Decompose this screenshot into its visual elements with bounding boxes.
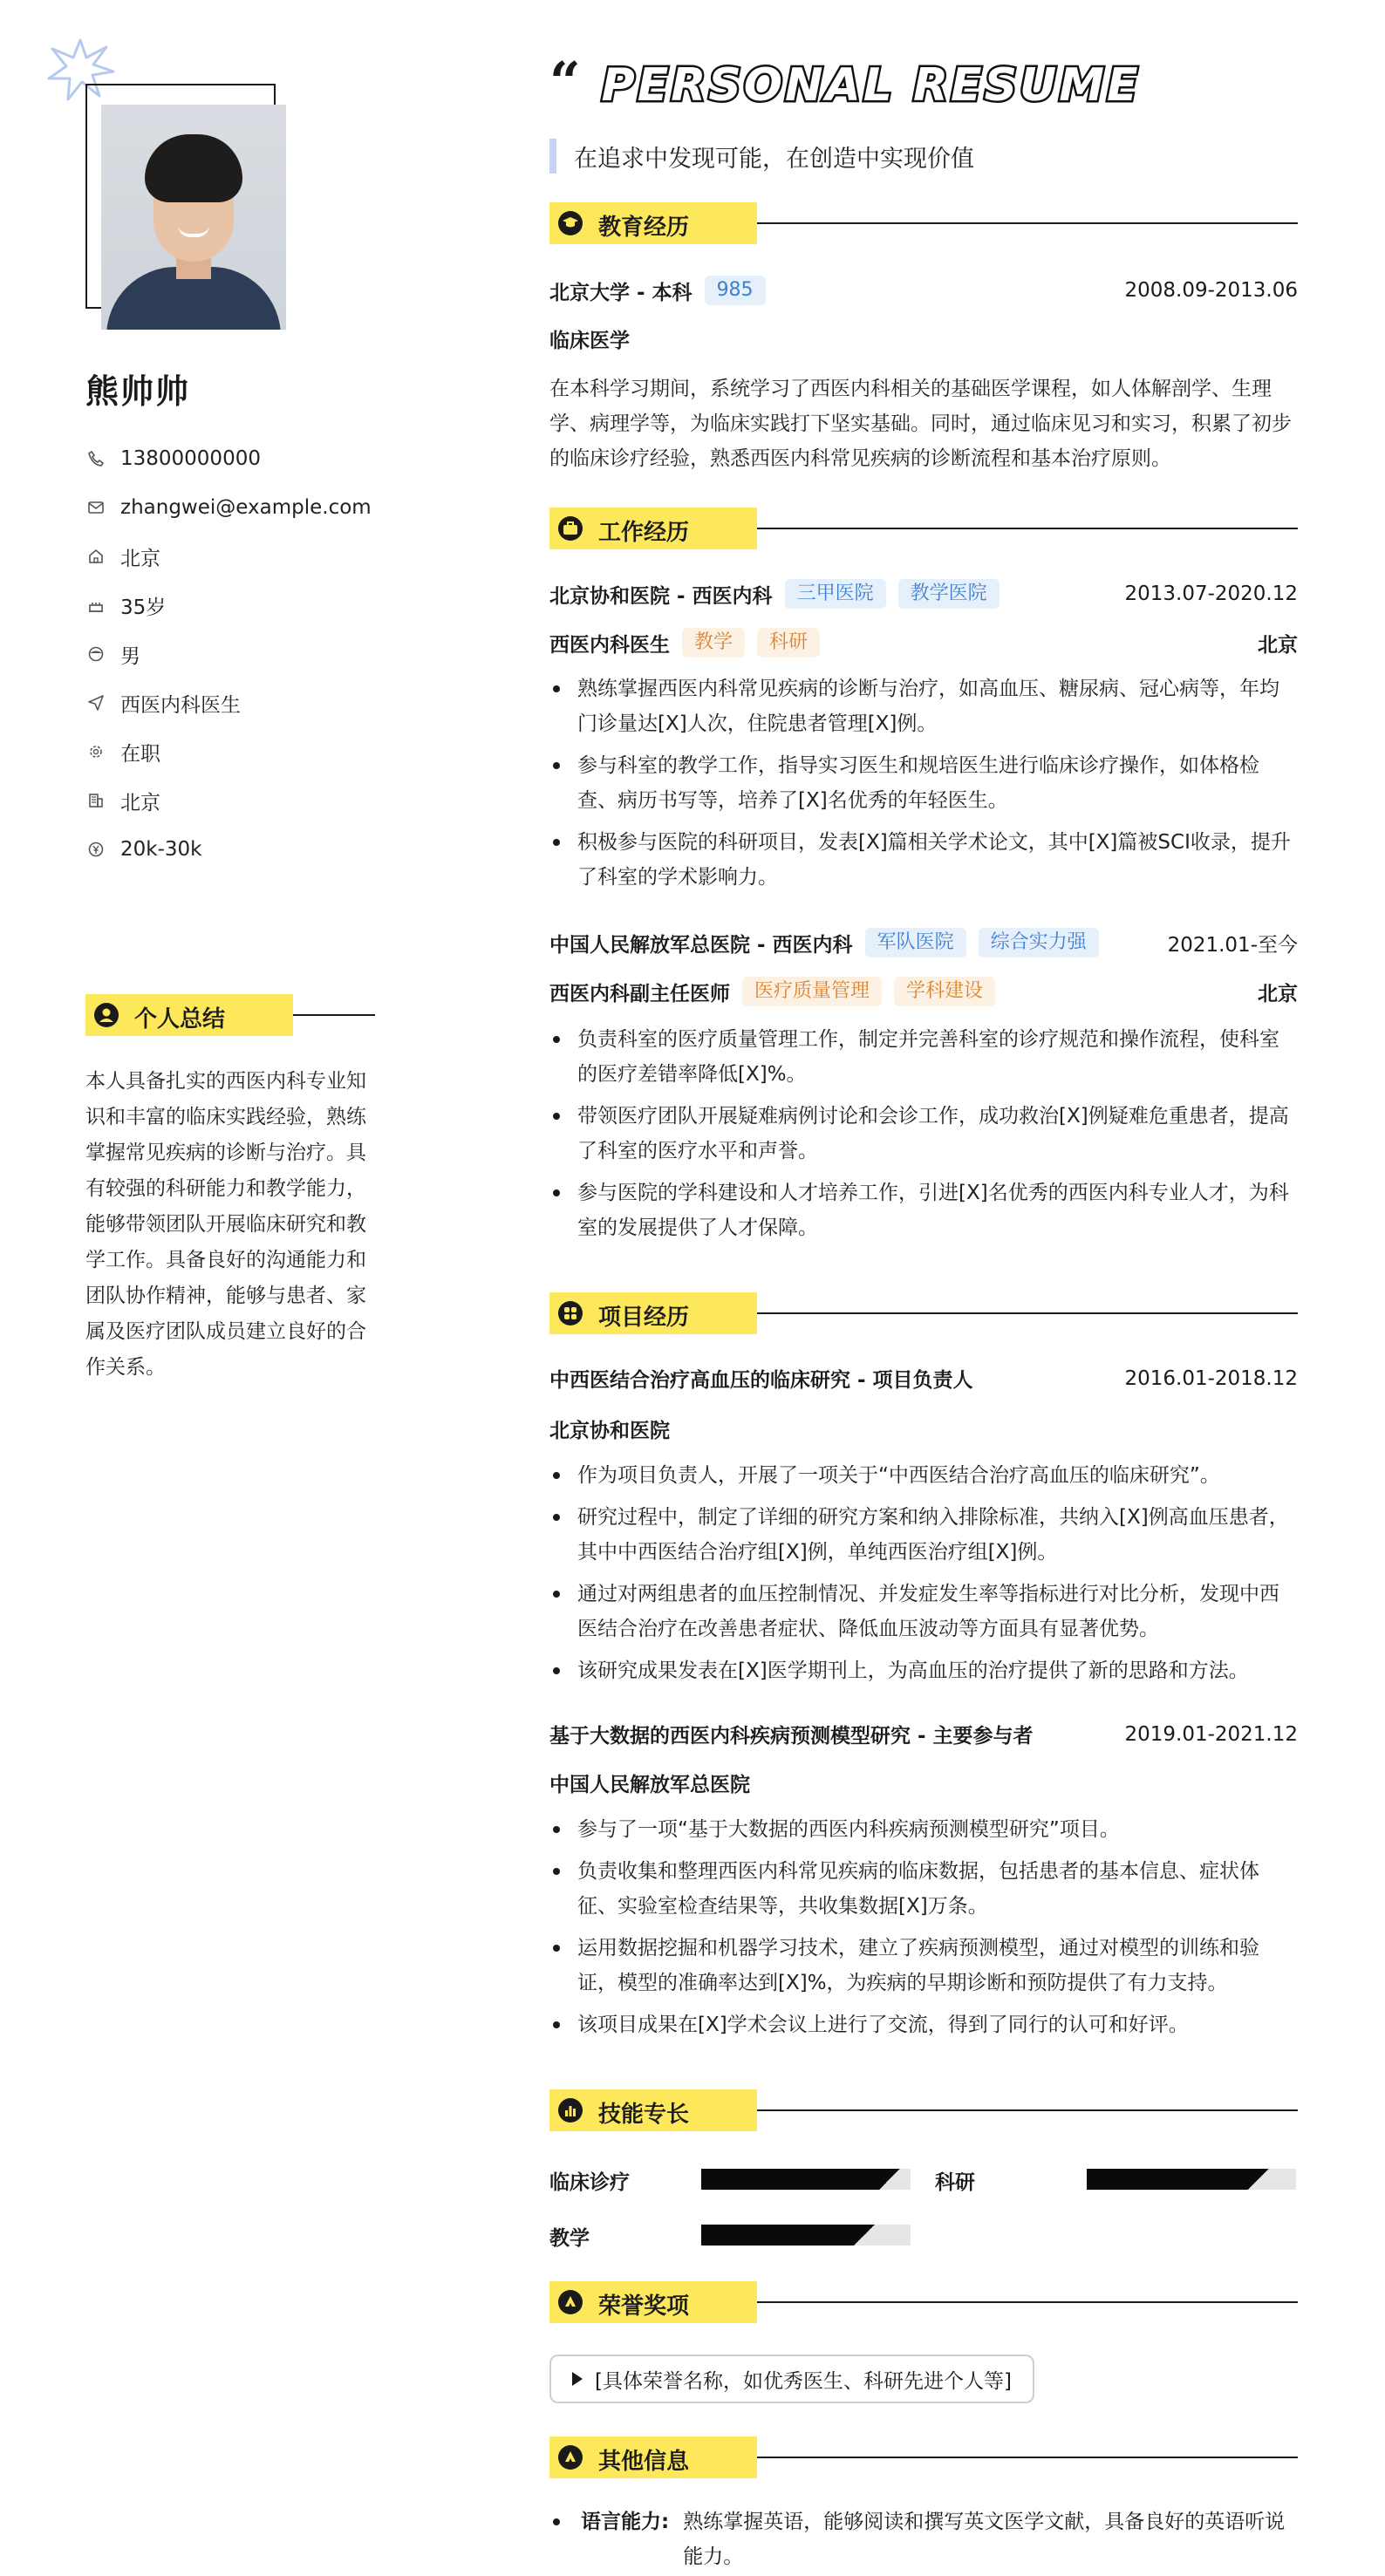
building-icon (85, 790, 106, 811)
project-1-period: 2016.01-2018.12 (1124, 1366, 1298, 1390)
job-2-bullets (549, 1022, 1298, 1252)
list-item: 负责收集和整理西医内科常见疾病的临床数据，包括患者的基本信息、症状体征、实验室检查结果等，共收集数据[X]万条。 (549, 1854, 1298, 1924)
education-major: 临床医学 (549, 330, 630, 352)
target-city-text: 北京 (120, 791, 160, 814)
gender-text: 男 (120, 644, 140, 668)
job-1-city: 北京 (1258, 633, 1298, 657)
work-section-header (549, 508, 1298, 549)
avatar (101, 105, 286, 330)
age-text: 35岁 (120, 596, 167, 619)
projects-section-header (549, 1292, 1298, 1334)
status-text: 在职 (120, 742, 160, 766)
list-item: 积极参与医院的科研项目，发表[X]篇相关学术论文，其中[X]篇被SCI收录，提升了科室的学术影响力。 (549, 825, 1298, 895)
contact-info-list (85, 434, 382, 874)
status-item (85, 727, 382, 776)
user-icon (94, 1003, 119, 1027)
location-item (85, 532, 382, 581)
phone-item (85, 434, 382, 483)
education-header-row (549, 276, 1298, 305)
job-2-header-row (549, 928, 1298, 957)
yen-icon (85, 839, 106, 860)
list-item: 该项目成果在[X]学术会议上进行了交流，得到了同行的认可和好评。 (549, 2007, 1298, 2042)
skill-name: 教学 (549, 2227, 590, 2250)
award-icon (558, 2290, 583, 2314)
honors-section-header (549, 2281, 1298, 2323)
project-2-header-row (549, 1720, 1298, 1748)
list-item: 负责科室的医疗质量管理工作，制定并完善科室的诊疗规范和操作流程，使科室的医疗差错率降低[X]%。 (549, 1022, 1298, 1092)
cake-icon (85, 595, 106, 616)
other-text: 熟练掌握英语，能够阅读和撰写英文医学文献，具备良好的英语听说能力。 (683, 2511, 1286, 2568)
project-1-name: 中西医结合治疗高血压的临床研究 - 项目负责人 (549, 1369, 973, 1392)
education-title: 教育经历 (598, 215, 690, 241)
position-text: 西医内科医生 (120, 693, 241, 717)
target-city-item (85, 776, 382, 825)
summary-section-header (85, 994, 375, 1036)
mail-icon (85, 497, 106, 518)
person-icon (85, 644, 106, 664)
job-1-bullets (549, 671, 1298, 902)
list-item: 熟练掌握西医内科常见疾病的诊断与治疗，如高血压、糖尿病、冠心病等，年均门诊量达[X]人次，住院患者管理[X]例。 (549, 671, 1298, 741)
skill-name: 科研 (935, 2171, 975, 2194)
list-item: 研究过程中，制定了详细的研究方案和纳入排除标准，共纳入[X]例高血压患者，其中中西医结合治疗组[X]例，单纯西医治疗组[X]例。 (549, 1500, 1298, 1570)
other-title: 其他信息 (598, 2449, 690, 2475)
other-info-item (549, 2504, 1298, 2574)
work-title: 工作经历 (598, 520, 690, 546)
project-2-org: 中国人民解放军总医院 (549, 1774, 750, 1796)
job-1-role-tag-1: 教学 (682, 628, 745, 658)
job-2-role-row (549, 977, 1298, 1006)
job-1-role-row (549, 628, 1298, 658)
quote-icon: “ (549, 50, 581, 113)
grid-icon (558, 1301, 583, 1325)
gender-item (85, 630, 382, 678)
honor-text: [具体荣誉名称，如优秀医生、科研先进个人等] (595, 2369, 1012, 2393)
info-icon (558, 2445, 583, 2470)
job-1-role: 西医内科医生 (549, 633, 670, 657)
motto (549, 138, 974, 174)
other-label: 语言能力: (581, 2511, 670, 2533)
project-2-name: 基于大数据的西医内科疾病预测模型研究 - 主要参与者 (549, 1725, 1034, 1748)
profile-name: 熊帅帅 (85, 372, 191, 411)
job-1-period: 2013.07-2020.12 (1124, 583, 1298, 605)
job-2-tag-2: 综合实力强 (979, 928, 1099, 957)
list-item: 带领医疗团队开展疑难病例讨论和会诊工作，成功救治[X]例疑难危重患者，提高了科室的医疗水平和声誉。 (549, 1099, 1298, 1169)
list-item: 该研究成果发表在[X]医学期刊上，为高血压的治疗提供了新的思路和方法。 (549, 1653, 1298, 1688)
job-2-period: 2021.01-至今 (1167, 933, 1298, 957)
job-1-header-row (549, 579, 1298, 609)
summary-text: 本人具备扎实的西医内科专业知识和丰富的临床实践经验，熟练掌握常见疾病的诊断与治疗。具有较强的科研能力和教学能力，能够带领团队开展临床研究和教学工作。具备良好的沟通能力和团队协作精神，能够与患者、家属及医疗团队成员建立良好的合作关系。 (85, 1070, 366, 1379)
job-1-tag-2: 教学医院 (898, 579, 1000, 609)
project-1-org: 北京协和医院 (549, 1420, 670, 1442)
project-1-org-row (549, 1414, 1298, 1443)
age-item (85, 581, 382, 630)
gear-icon (85, 741, 106, 762)
projects-title: 项目经历 (598, 1305, 690, 1331)
skill-bar (701, 2169, 911, 2190)
project-1-bullets (549, 1458, 1298, 1695)
project-2-org-row (549, 1768, 1298, 1797)
skills-section-header (549, 2089, 1298, 2131)
graduation-cap-icon (558, 211, 583, 235)
phone-icon (85, 448, 106, 469)
send-icon (85, 692, 106, 713)
resume-title-row (549, 52, 1141, 119)
list-item: 参与医院的学科建设和人才培养工作，引进[X]名优秀的西医内科专业人才，为科室的发展提供了人才保障。 (549, 1176, 1298, 1245)
honors-title: 荣誉奖项 (598, 2293, 690, 2320)
skill-name: 临床诊疗 (549, 2171, 630, 2194)
job-2-city: 北京 (1258, 982, 1298, 1005)
education-desc: 在本科学习期间，系统学习了西医内科相关的基础医学课程，如人体解剖学、生理学、病理学等，为临床实践打下坚实基础。同时，通过临床见习和实习，积累了初步的临床诊疗经验，熟悉西医内科常见疾病的诊断流程和基本治疗原则。 (549, 378, 1292, 470)
salary-text: 20k-30k (120, 838, 202, 861)
play-icon (572, 2372, 583, 2386)
salary-item (85, 825, 382, 874)
home-icon (85, 546, 106, 567)
job-2-role: 西医内科副主任医师 (549, 982, 730, 1005)
job-2-role-tag-1: 医疗质量管理 (742, 977, 882, 1006)
job-1-role-tag-2: 科研 (757, 628, 820, 658)
email-text: zhangwei@example.com (120, 496, 372, 519)
job-1-tag-1: 三甲医院 (785, 579, 886, 609)
skills-title: 技能专长 (598, 2102, 690, 2128)
location-text: 北京 (120, 547, 160, 570)
email-item (85, 483, 382, 532)
briefcase-icon (558, 516, 583, 541)
list-item: 运用数据挖掘和机器学习技术，建立了疾病预测模型，通过对模型的训练和验证，模型的准确率达到[X]%，为疾病的早期诊断和预防提供了有力支持。 (549, 1931, 1298, 2000)
list-item: 参与科室的教学工作，指导实习医生和规培医生进行临床诊疗操作，如体格检查、病历书写等，培养了[X]名优秀的年轻医生。 (549, 748, 1298, 818)
summary-title: 个人总结 (134, 1006, 226, 1032)
skill-bar (1087, 2169, 1296, 2190)
job-2-tag-1: 军队医院 (865, 928, 966, 957)
list-item: 通过对两组患者的血压控制情况、并发症发生率等指标进行对比分析，发现中西医结合治疗在改善患者症状、降低血压波动等方面具有显著优势。 (549, 1577, 1298, 1646)
education-section-header (549, 202, 1298, 244)
project-1-header-row (549, 1364, 1298, 1393)
project-2-bullets (549, 1812, 1298, 2049)
bar-chart-icon (558, 2098, 583, 2123)
list-item: 作为项目负责人，开展了一项关于“中西医结合治疗高血压的临床研究”。 (549, 1458, 1298, 1493)
job-2-org: 中国人民解放军总医院 - 西医内科 (549, 933, 853, 957)
honor-item[interactable] (549, 2355, 1034, 2403)
resume-title: PERSONAL RESUME (601, 59, 1141, 112)
job-1-org: 北京协和医院 - 西医内科 (549, 584, 773, 608)
project-2-period: 2019.01-2021.12 (1124, 1722, 1298, 1746)
skill-bar (701, 2225, 911, 2245)
other-section-header (549, 2436, 1298, 2478)
job-2-role-tag-2: 学科建设 (894, 977, 995, 1006)
list-item: 参与了一项“基于大数据的西医内科疾病预测模型研究”项目。 (549, 1812, 1298, 1847)
education-period: 2008.09-2013.06 (1124, 279, 1298, 302)
education-major-row (549, 324, 1298, 353)
motto-text: 在追求中发现可能，在创造中实现价值 (574, 145, 974, 173)
position-item (85, 678, 382, 727)
education-tag: 985 (705, 276, 766, 305)
education-school: 北京大学 - 本科 (549, 281, 692, 304)
phone-text: 13800000000 (120, 447, 261, 470)
